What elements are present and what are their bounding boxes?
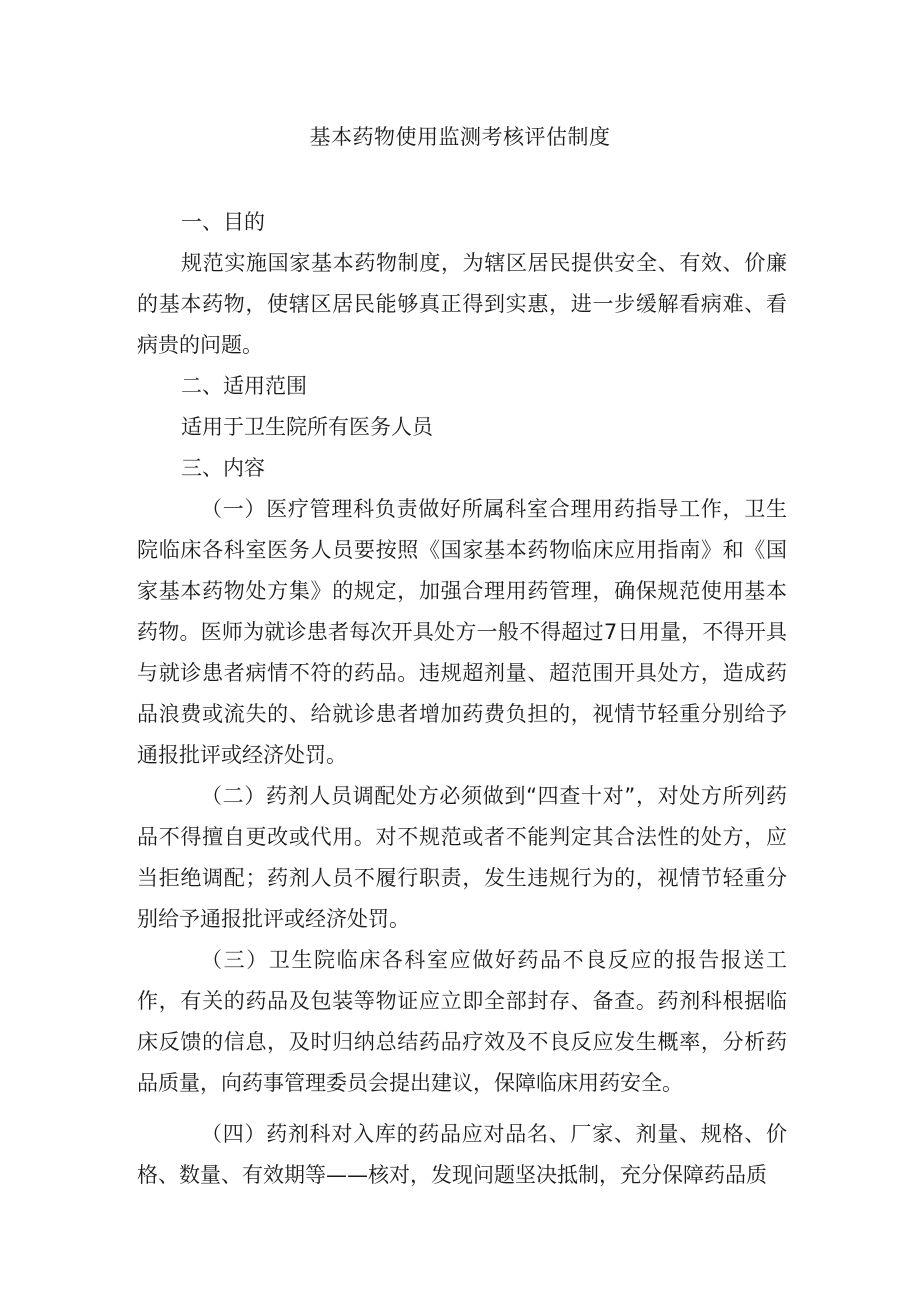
section-text-purpose: 规范实施国家基本药物制度，为辖区居民提供安全、有效、价廉的基本药物，使辖区居民能够真正得到实惠，进一步缓解看病难、看病贵的问题。 [137, 251, 787, 357]
content-item-2: （二）药剂人员调配处方必须做到“四查十对”，对处方所列药品不得擅自更改或代用。对不规范或者不能判定其合法性的处方，应当拒绝调配；药剂人员不履行职责，发生违规行为的，视情节轻重分别给予通报批评或经济处罚。 [137, 784, 787, 931]
section-text-scope: 适用于卫生院所有医务人员 [181, 415, 433, 439]
section-heading-purpose: 一、目的 [181, 210, 265, 234]
content-item-4: （四）药剂科对入库的药品应对品名、厂家、剂量、规格、价格、数量、有效期等——核对，发现问题坚决抵制，充分保障药品质 [137, 1122, 787, 1187]
content-item-3: （三）卫生院临床各科室应做好药品不良反应的报告报送工作，有关的药品及包装等物证应立即全部封存、备查。药剂科根据临床反馈的信息，及时归纳总结药品疗效及不良反应发生概率，分析药品质量，向药事管理委员会提出建议，保障临床用药安全。 [137, 948, 787, 1095]
document-title: 基本药物使用监测考核评估制度 [309, 125, 611, 149]
section-heading-scope: 二、适用范围 [181, 374, 307, 398]
content-item-1: （一）医疗管理科负责做好所属科室合理用药指导工作，卫生院临床各科室医务人员要按照《国家基本药物临床应用指南》和《国家基本药物处方集》的规定，加强合理用药管理，确保规范使用基本药物。医师为就诊患者每次开具处方一般不得超过7日用量，不得开具与就诊患者病情不符的药品。违规超剂量、超范围开具处方，造成药品浪费或流失的、给就诊患者增加药费负担的，视情节轻重分别给予通报批评或经济处罚。 [137, 497, 787, 767]
document-body [137, 202, 787, 1196]
section-heading-content: 三、内容 [181, 456, 265, 480]
